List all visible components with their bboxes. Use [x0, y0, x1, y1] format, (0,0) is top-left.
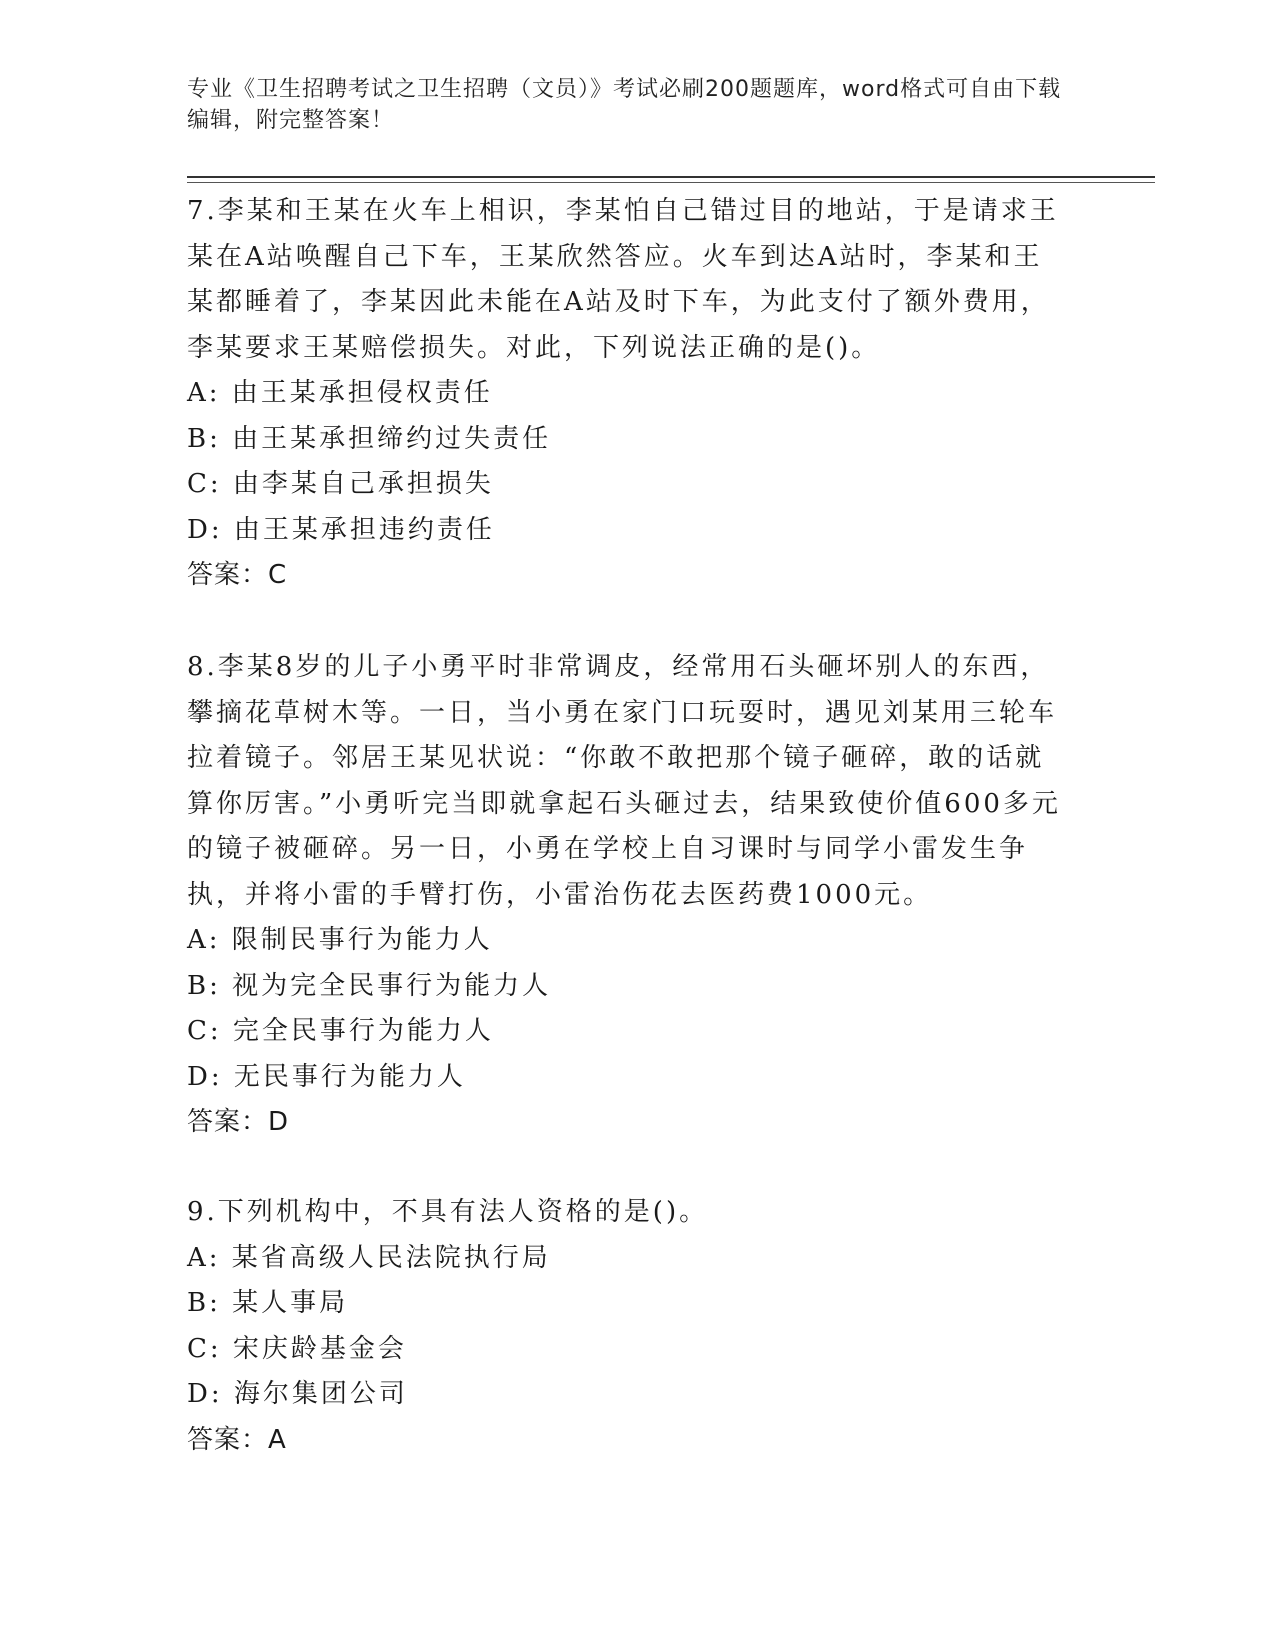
question-9	[187, 1190, 1067, 1463]
header-divider-thin	[187, 182, 1155, 183]
option-d: D: 海尔集团公司	[187, 1379, 408, 1409]
option-d: D: 由王某承担违约责任	[187, 514, 495, 545]
option-a: A: 某省高级人民法院执行局	[187, 1242, 551, 1273]
option-c: C: 宋庆龄基金会	[187, 1333, 407, 1364]
option-b: B: 某人事局	[187, 1288, 349, 1318]
answer-label: 答案：D	[187, 1107, 290, 1137]
question-stem: 7.李某和王某在火车上相识，李某怕自己错过目的地站，于是请求王某在A站唤醒自己下车，王某欣然答应。火车到达A站时，李某和王某都睡着了，李某因此未能在A站及时下车，为此支付了额外费用，李某要求王某赔偿损失。对此，下列说法正确的是()。	[187, 196, 1059, 363]
option-d: D: 无民事行为能力人	[187, 1061, 466, 1092]
answer-label: 答案：A	[187, 1424, 287, 1455]
question-8	[187, 645, 1067, 1146]
header-divider-thick	[187, 176, 1155, 178]
option-a: A: 由王某承担侵权责任	[187, 378, 493, 408]
question-7	[187, 189, 1067, 599]
option-c: C: 由李某自己承担损失	[187, 469, 494, 499]
option-b: B: 视为完全民事行为能力人	[187, 970, 552, 1001]
option-c: C: 完全民事行为能力人	[187, 1016, 494, 1046]
question-stem: 9.下列机构中，不具有法人资格的是()。	[187, 1197, 709, 1227]
answer-label: 答案：C	[187, 560, 288, 590]
question-stem: 8.李某8岁的儿子小勇平时非常调皮，经常用石头砸坏别人的东西，攀摘花草树木等。一日，当小勇在家门口玩耍时，遇见刘某用三轮车拉着镜子。邻居王某见状说：“你敢不敢把那个镜子砸碎，敢的话就算你厉害。”小勇听完当即就拿起石头砸过去，结果致使价值600多元的镜子被砸碎。另一日，小勇在学校上自习课时与同学小雷发生争执，并将小雷的手臂打伤，小雷治伤花去医药费1000元。	[187, 652, 1061, 910]
option-b: B: 由王某承担缔约过失责任	[187, 423, 552, 454]
document-header: 专业《卫生招聘考试之卫生招聘（文员）》考试必刷200题题库，word格式可自由下载编辑，附完整答案！	[187, 77, 1062, 133]
option-a: A: 限制民事行为能力人	[187, 925, 493, 955]
